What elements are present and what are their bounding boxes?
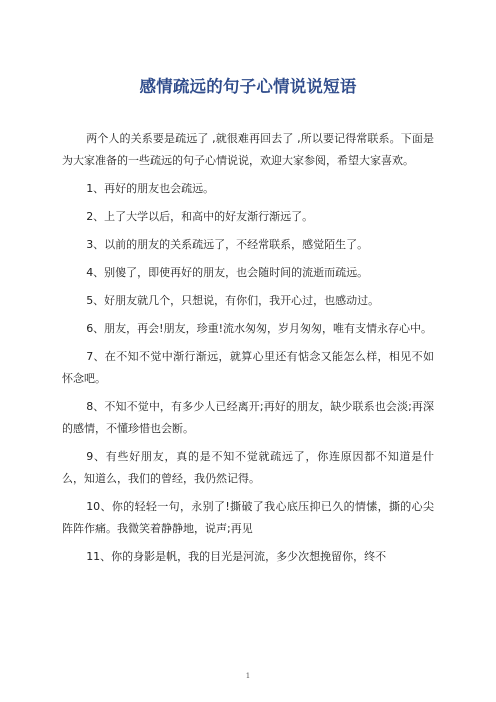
paragraph-item-3: 3、以前的朋友的关系疏远了，不经常联系，感觉陌生了。	[86, 238, 369, 251]
paragraph-item-11: 11、你的身影是帆，我的目光是河流，多少次想挽留你，终不	[86, 550, 387, 563]
paragraph-item-7: 7、在不知不觉中渐行渐远，就算心里还有惦念又能怎么样，相见不如怀念吧。	[62, 350, 434, 385]
paragraph-item-4: 4、别傻了，即使再好的朋友，也会随时间的流逝而疏远。	[86, 266, 369, 279]
paragraph-item-8: 8、不知不觉中，有多少人已经离开;再好的朋友，缺少联系也会淡;再深的感情，不懂珍惜也会断。	[62, 400, 434, 435]
paragraph-item-5: 5、好朋友就几个，只想说，有你们，我开心过，也感动过。	[86, 294, 380, 307]
page-number: 1	[245, 672, 251, 680]
paragraph-item-6: 6、朋友，再会!朋友，珍重!流水匆匆，岁月匆匆，唯有支情永存心中。	[86, 322, 433, 335]
paragraph-item-2: 2、上了大学以后，和高中的好友渐行渐远了。	[86, 210, 314, 223]
paragraph-item-1: 1、再好的朋友也会疏远。	[86, 182, 215, 195]
paragraph-intro: 两个人的关系要是疏远了 ,就很难再回去了 ,所以要记得常联系。下面是 为大家准备的一些疏远的句子心情说说，欢迎大家参阅，希望大家喜欢。	[62, 132, 434, 167]
document-title: 感情疏远的句子心情说说短语	[139, 77, 357, 96]
paragraph-item-9: 9、有些好朋友，真的是不知不觉就疏远了，你连原因都不知道是什么，知道么，我们的曾经，我仍然记得。	[62, 450, 434, 485]
paragraph-item-10: 10、你的轻轻一句，永别了!撕破了我心底压抑已久的情愫，撕的心尖阵阵作痛。我微笑着静静地，说声;再见	[62, 500, 434, 535]
document-body	[62, 128, 434, 568]
